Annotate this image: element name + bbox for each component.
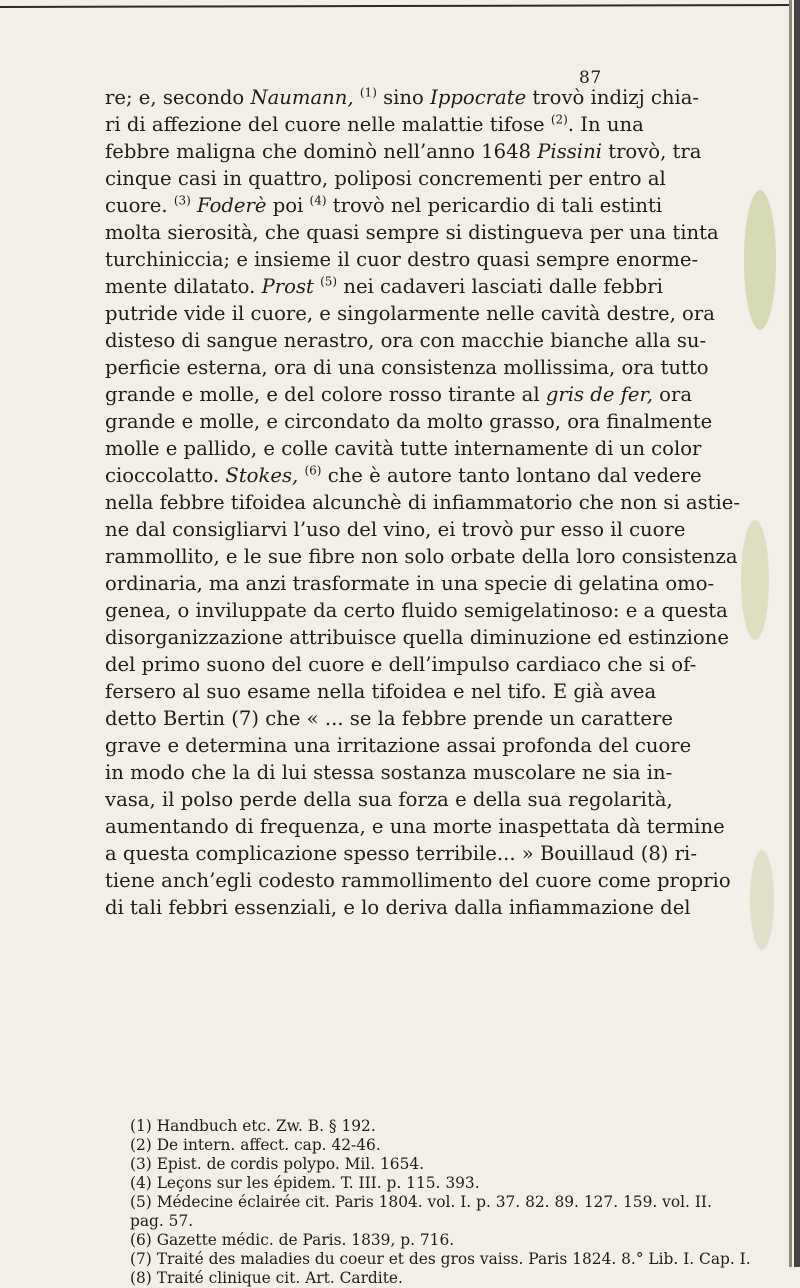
footnote: (7) Traité des maladies du coeur et des gros vaiss. Paris 1824. 8.° Lib. I. Cap. I. — [130, 1250, 751, 1268]
text-line: disteso di sangue nerastro, ora con macchie bianche alla su- — [105, 329, 707, 352]
text-line: rammollito, e le sue fibre non solo orbate della loro consistenza — [105, 545, 738, 568]
text-line: cinque casi in quattro, poliposi concrementi per entro al — [105, 167, 666, 190]
text-line: fersero al suo esame nella tifoidea e nel tifo. E già avea — [105, 680, 657, 703]
page-number: 87 — [579, 68, 602, 88]
text-line: nella febbre tifoidea alcunchè di infiammatorio che non si astie- — [105, 491, 741, 514]
text-line: perficie esterna, ora di una consistenza mollissima, ora tutto — [105, 356, 709, 379]
text-line: putride vide il cuore, e singolarmente nelle cavità destre, ora — [105, 302, 715, 325]
top-page-edge — [0, 0, 800, 20]
footnotes — [130, 1117, 780, 1288]
footnote: (8) Traité clinique cit. Art. Cardite. — [130, 1269, 403, 1287]
text-line: di tali febbri essenziali, e lo deriva dalla infiammazione del — [105, 896, 691, 919]
text-line: ordinaria, ma anzi trasformate in una specie di gelatina omo- — [105, 572, 715, 595]
footnote: (2) De intern. affect. cap. 42-46. — [130, 1136, 381, 1154]
footnote: pag. 57. — [130, 1212, 194, 1230]
text-line: tiene anch’egli codesto rammollimento del cuore come proprio — [105, 869, 731, 892]
text-line: grande e molle, e del colore rosso tirante al gris de fer, ora — [105, 383, 693, 406]
text-line: in modo che la di lui stessa sostanza muscolare ne sia in- — [105, 761, 673, 784]
text-line: molle e pallido, e colle cavità tutte internamente di un color — [105, 437, 702, 460]
footnote: (6) Gazette médic. de Paris. 1839, p. 716. — [130, 1231, 455, 1249]
text-line: a questa complicazione spesso terribile... » Bouillaud (8) ri- — [105, 842, 697, 865]
footnote: (4) Leçons sur les épidem. T. III. p. 115. 393. — [130, 1174, 480, 1192]
footnote: (1) Handbuch etc. Zw. B. § 192. — [130, 1117, 376, 1135]
text-line: ne dal consigliarvi l’uso del vino, ei trovò pur esso il cuore — [105, 518, 686, 541]
text-line: molta sierosità, che quasi sempre si distingueva per una tinta — [105, 221, 719, 244]
footnote: (5) Médecine éclairée cit. Paris 1804. vol. I. p. 37. 82. 89. 127. 159. vol. II. — [130, 1193, 712, 1211]
text-line — [105, 948, 778, 975]
text-line: cioccolatto. Stokes, $^{(6)}$ che è autore tanto lontano dal vedere — [105, 463, 702, 487]
text-line: aumentando di frequenza, e una morte inaspettata dà termine — [105, 815, 725, 838]
footnote: (3) Epist. de cordis polypo. Mil. 1654. — [130, 1155, 425, 1173]
text-line: mente dilatato. Prost $^{(5)}$ nei cadaveri lasciati dalle febbri — [105, 274, 663, 298]
text-line: cuore. $^{(3)}$ Foderè poi $^{(4)}$ trovò nel pericardio di tali estinti — [105, 193, 663, 217]
text-line: del primo suono del cuore e dell’impulso cardiaco che si of- — [105, 653, 697, 676]
text-line: febbre maligna che dominò nell’anno 1648 Pissini trovò, tra — [105, 140, 702, 163]
text-line: detto Bertin (7) che « ... se la febbre prende un carattere — [105, 707, 673, 730]
right-page-edge — [786, 0, 800, 1267]
text-line: vasa, il polso perde della sua forza e della sua regolarità, — [105, 788, 673, 811]
text-line — [105, 921, 778, 948]
text-line: ri di affezione del cuore nelle malattie tifose $^{(2)}$. In una — [105, 112, 644, 136]
text-line: grande e molle, e circondato da molto grasso, ora finalmente — [105, 410, 713, 433]
main-text — [105, 84, 778, 975]
text-line: grave e determina una irritazione assai profonda del cuore — [105, 734, 692, 757]
text-line: disorganizzazione attribuisce quella diminuzione ed estinzione — [105, 626, 729, 649]
text-line: turchiniccia; e insieme il cuor destro quasi sempre enorme- — [105, 248, 699, 271]
text-line: re; e, secondo Naumann, $^{(1)}$ sino Ippocrate trovò indizj chia- — [105, 85, 700, 109]
text-line: genea, o inviluppate da certo fluido semigelatinoso: e a questa — [105, 599, 728, 622]
